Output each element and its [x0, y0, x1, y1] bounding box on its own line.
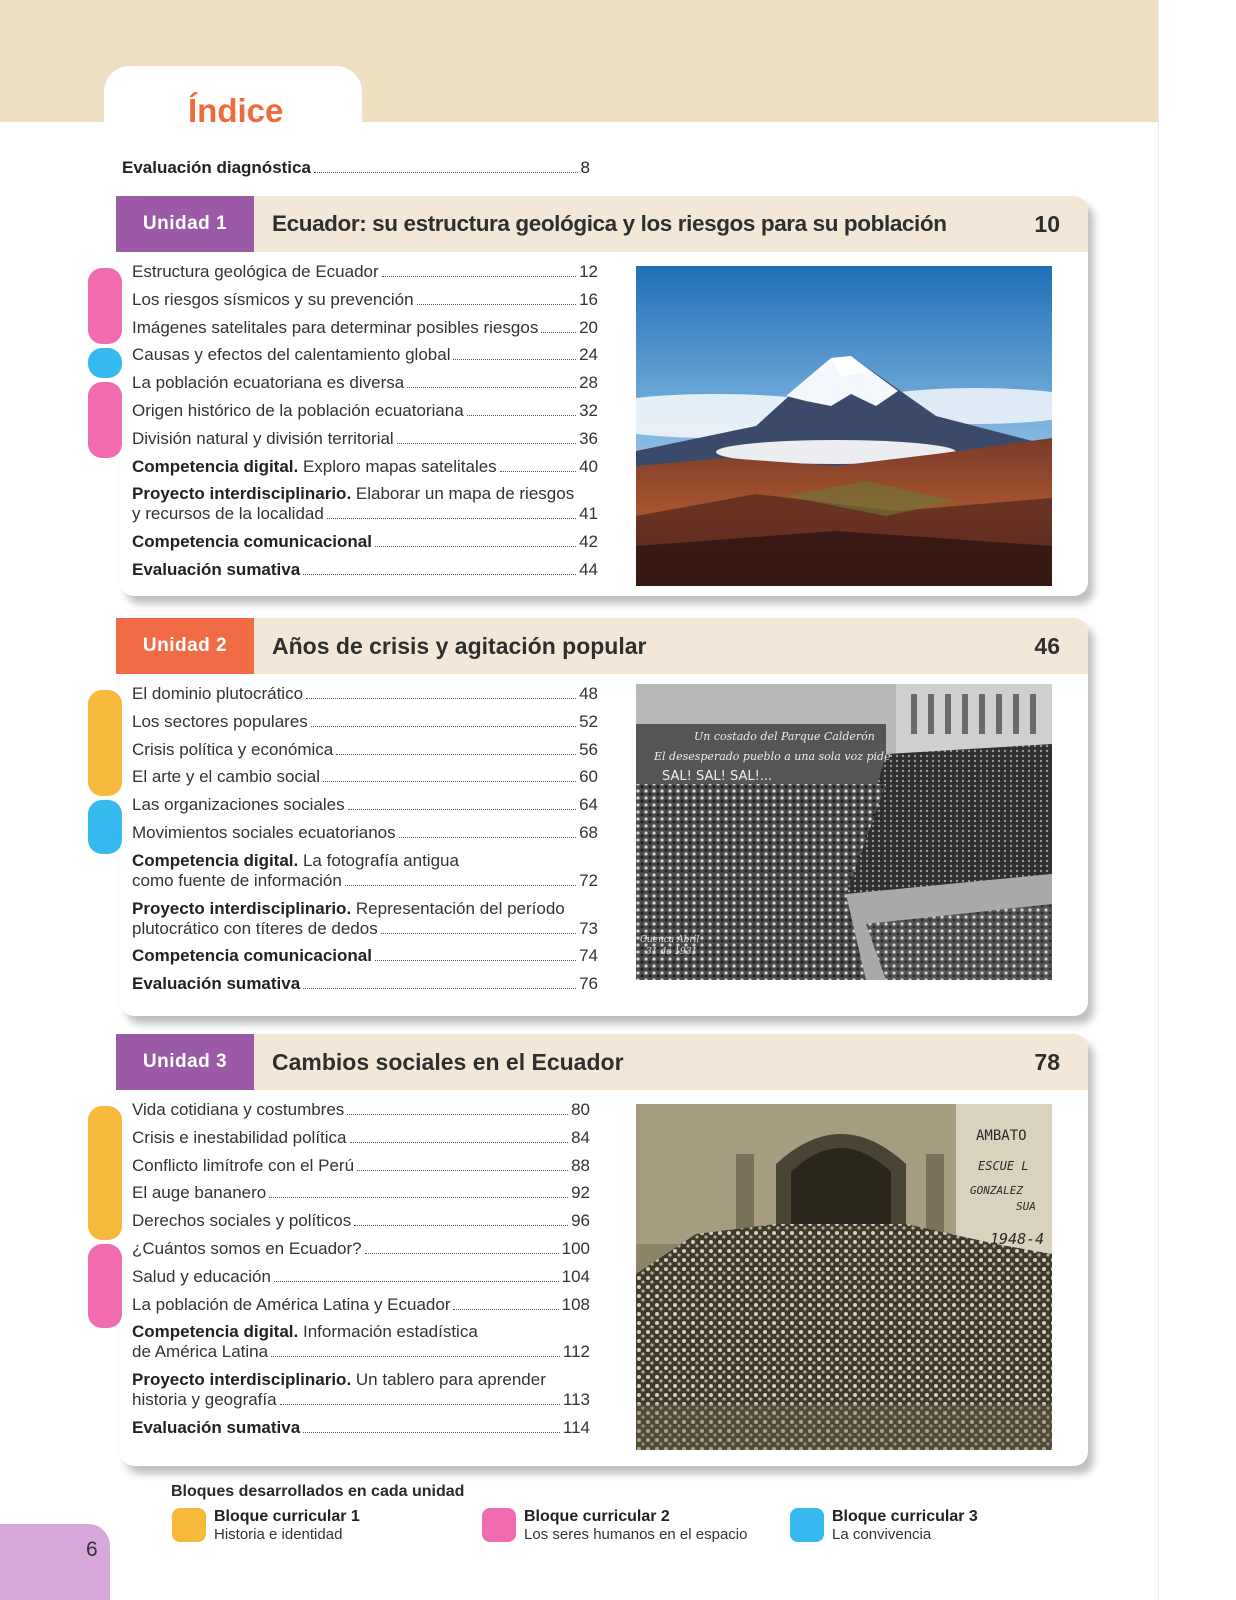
photo-caption: SAL! SAL! SAL!... — [662, 769, 773, 784]
toc-item[interactable]: Vida cotidiana y costumbres 80 — [132, 1100, 590, 1119]
bloque-2-swatch — [482, 1508, 516, 1542]
toc-item[interactable]: ¿Cuántos somos en Ecuador? 100 — [132, 1238, 590, 1258]
toc-item[interactable]: Proyecto interdisciplinario. Representación del período plutocrático con títeres de dedos 73 — [132, 898, 598, 938]
legend-bloque-1 — [172, 1508, 360, 1544]
toc-item[interactable]: El arte y el cambio social 60 — [132, 767, 598, 787]
bloque-3-marker — [88, 800, 122, 854]
bloque-2-marker — [88, 1244, 122, 1328]
unit-toc — [132, 1100, 590, 1446]
bloque-1-marker — [88, 690, 122, 796]
historic-school-group-image — [636, 1104, 1052, 1450]
legend-title: Bloques desarrollados en cada unidad — [171, 1483, 465, 1500]
photo-caption: Cuenca Abril — [640, 935, 700, 945]
bloque-1-swatch — [172, 1508, 206, 1542]
toc-item[interactable]: Los riesgos sísmicos y su prevención 16 — [132, 289, 598, 309]
legend-desc: Los seres humanos en el espacio — [524, 1526, 748, 1543]
unit-page: 10 — [1034, 211, 1060, 237]
toc-item[interactable]: El auge bananero 92 — [132, 1183, 590, 1203]
volcano-photo — [636, 266, 1052, 586]
unit-header — [116, 1034, 1088, 1090]
legend-name: Bloque curricular 2 — [524, 1508, 670, 1525]
photo-caption: 31 de 1931 — [646, 947, 698, 957]
dot-leader — [314, 172, 578, 173]
photo-caption: SUA — [1016, 1200, 1036, 1213]
toc-item[interactable]: Movimientos sociales ecuatorianos 68 — [132, 822, 598, 842]
toc-item[interactable]: Salud y educación 104 — [132, 1266, 590, 1286]
toc-item[interactable]: Conflicto limítrofe con el Perú 88 — [132, 1155, 590, 1175]
unit-badge: Unidad 1 — [116, 196, 254, 252]
toc-item[interactable]: Competencia comunicacional 74 — [132, 946, 598, 966]
photo-caption: 1948-4 — [990, 1230, 1045, 1248]
toc-item[interactable]: Evaluación sumativa 114 — [132, 1417, 590, 1437]
photo-caption: ESCUE L — [978, 1159, 1029, 1173]
unit-toc — [132, 684, 598, 1002]
diagnostic-page: 8 — [580, 158, 590, 177]
toc-item[interactable]: Derechos sociales y políticos 96 — [132, 1211, 590, 1231]
toc-item[interactable]: Crisis política y económica 56 — [132, 739, 598, 759]
toc-item[interactable]: La población de América Latina y Ecuador 108 — [132, 1294, 590, 1314]
toc-item[interactable]: La población ecuatoriana es diversa 28 — [132, 373, 598, 393]
toc-item[interactable]: Imágenes satelitales para determinar posibles riesgos 20 — [132, 317, 598, 337]
toc-item[interactable]: Competencia digital. La fotografía antigua como fuente de información 72 — [132, 850, 598, 890]
toc-item[interactable]: Proyecto interdisciplinario. Elaborar un mapa de riesgos y recursos de la localidad 41 — [132, 484, 598, 524]
photo-caption: Un costado del Parque Calderón — [694, 730, 875, 743]
legend-desc: Historia e identidad — [214, 1526, 343, 1543]
page-number: 6 — [86, 1538, 98, 1561]
toc-item[interactable]: Crisis e inestabilidad política 84 — [132, 1127, 590, 1147]
toc-item[interactable]: Los sectores populares 52 — [132, 711, 598, 731]
toc-item[interactable]: El dominio plutocrático 48 — [132, 684, 598, 703]
cotopaxi-volcano-image — [636, 266, 1052, 586]
legend-name: Bloque curricular 1 — [214, 1508, 360, 1525]
bloque-3-swatch — [790, 1508, 824, 1542]
toc-item[interactable]: Causas y efectos del calentamiento global 24 — [132, 345, 598, 365]
unit-badge: Unidad 3 — [116, 1034, 254, 1090]
school-photo — [636, 1104, 1052, 1450]
toc-item[interactable]: Las organizaciones sociales 64 — [132, 795, 598, 815]
bloque-3-marker — [88, 348, 122, 378]
unit-header — [116, 196, 1088, 252]
diagnostic-entry[interactable] — [122, 158, 590, 178]
toc-item[interactable]: División natural y división territorial 36 — [132, 428, 598, 448]
toc-item[interactable]: Competencia digital. Información estadística de América Latina 112 — [132, 1322, 590, 1362]
bloque-2-marker — [88, 382, 122, 458]
photo-caption: GONZALEZ — [970, 1184, 1023, 1197]
bloque-2-marker — [88, 268, 122, 344]
unit-title: Años de crisis y agitación popular — [272, 633, 647, 659]
page-edge — [1158, 0, 1236, 1600]
page-title: Índice — [188, 92, 284, 129]
unit-toc — [132, 262, 598, 588]
legend-desc: La convivencia — [832, 1526, 932, 1543]
unit-page: 46 — [1034, 633, 1060, 659]
photo-caption: El desesperado pueblo a una sola voz pide — [654, 750, 891, 763]
bloque-1-marker — [88, 1106, 122, 1240]
page-number-tab — [0, 1524, 110, 1600]
legend-bloque-2 — [482, 1508, 747, 1544]
diagnostic-label: Evaluación diagnóstica — [122, 158, 311, 177]
toc-item[interactable]: Evaluación sumativa 76 — [132, 974, 598, 994]
toc-item[interactable]: Competencia digital. Exploro mapas satelitales 40 — [132, 456, 598, 476]
unit-page: 78 — [1034, 1049, 1060, 1075]
toc-item[interactable]: Origen histórico de la población ecuatoriana 32 — [132, 400, 598, 420]
protest-photo — [636, 684, 1052, 980]
legend-name: Bloque curricular 3 — [832, 1508, 978, 1525]
unit-title: Cambios sociales en el Ecuador — [272, 1049, 624, 1075]
toc-item[interactable]: Evaluación sumativa 44 — [132, 559, 598, 579]
unit-title: Ecuador: su estructura geológica y los riesgos para su población — [272, 211, 947, 236]
unit-badge: Unidad 2 — [116, 618, 254, 674]
toc-item[interactable]: Estructura geológica de Ecuador 12 — [132, 262, 598, 281]
unit-header — [116, 618, 1088, 674]
historic-crowd-image — [636, 684, 1052, 980]
toc-item[interactable]: Competencia comunicacional 42 — [132, 532, 598, 552]
photo-caption: AMBATO — [976, 1128, 1027, 1144]
toc-item[interactable]: Proyecto interdisciplinario. Un tablero para aprender historia y geografía 113 — [132, 1370, 590, 1410]
legend-bloque-3 — [790, 1508, 978, 1544]
